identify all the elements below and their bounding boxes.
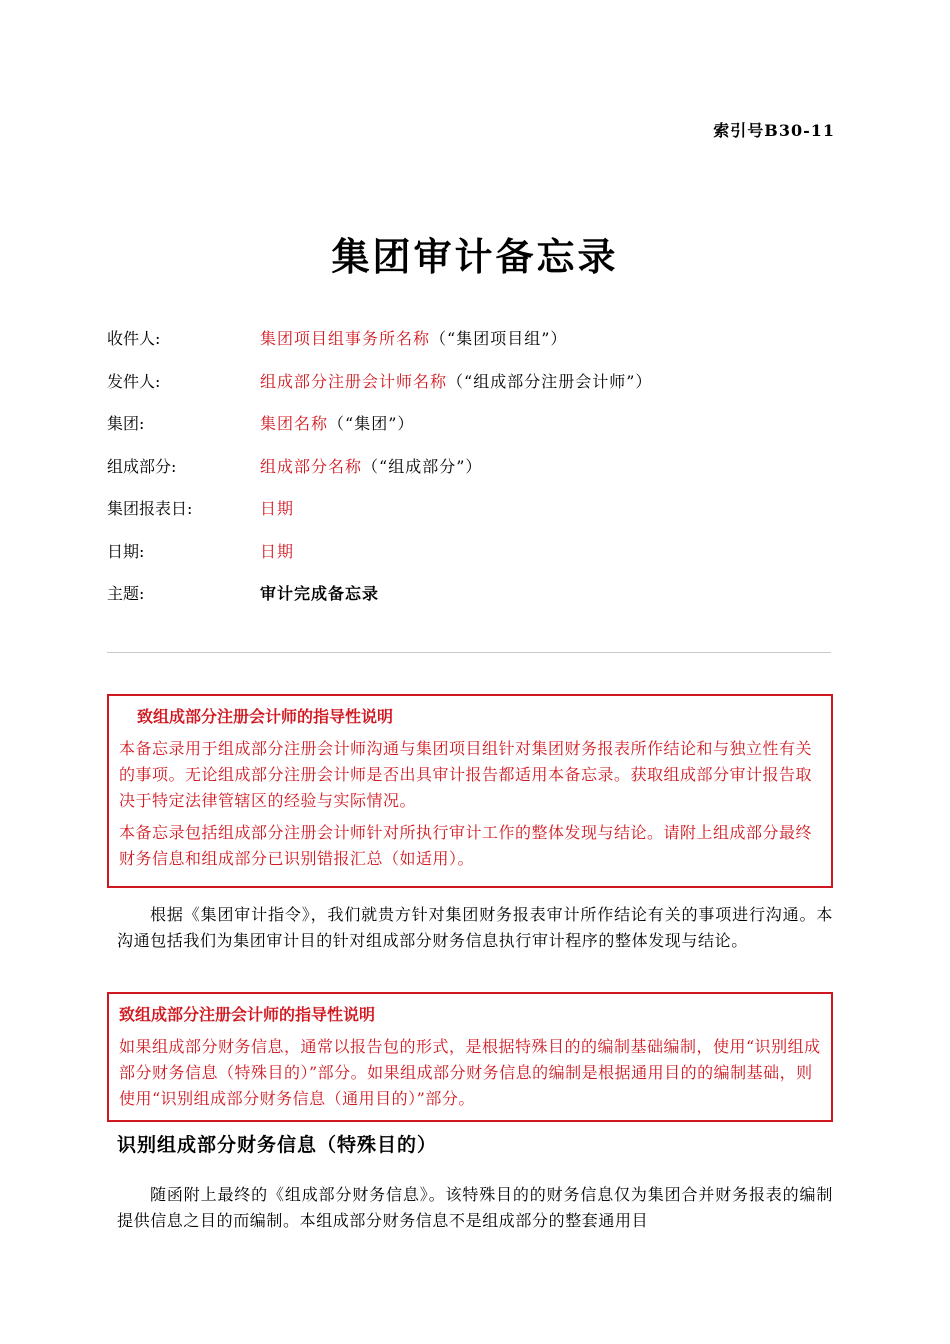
reference-number: 索引号B30-11	[713, 121, 835, 140]
meta-label: 收件人:	[107, 329, 161, 348]
guidance-box-2	[107, 992, 833, 1122]
meta-value: 组成部分注册会计师名称（“组成部分注册会计师”）	[260, 371, 653, 391]
meta-row-group	[107, 412, 837, 455]
guidance-heading: 致组成部分注册会计师的指导性说明	[137, 707, 394, 726]
meta-row-subject	[107, 582, 837, 625]
guidance-paragraph: 本备忘录用于组成部分注册会计师沟通与集团项目组针对集团财务报表所作结论和与独立性有关的事项。无论组成部分注册会计师是否出具审计报告都适用本备忘录。获取组成部分审计报告取决于特定法律管辖区的经验与实际情况。	[119, 739, 813, 810]
meta-label: 集团:	[107, 414, 145, 433]
meta-value: 日期	[260, 499, 295, 518]
guidance-paragraph: 本备忘录包括组成部分注册会计师针对所执行审计工作的整体发现与结论。请附上组成部分最终财务信息和组成部分已识别错报汇总（如适用）。	[119, 823, 813, 868]
meta-row-date	[107, 540, 837, 583]
meta-value: 审计完成备忘录	[260, 584, 380, 603]
intro-paragraph: 根据《集团审计指令》，我们就贵方针对集团财务报表审计所作结论有关的事项进行沟通。本沟通包括我们为集团审计目的针对组成部分财务信息执行审计程序的整体发现与结论。	[117, 905, 833, 950]
meta-row-sender	[107, 370, 837, 413]
section-paragraph: 随函附上最终的《组成部分财务信息》。该特殊目的的财务信息仅为集团合并财务报表的编制提供信息之目的而编制。本组成部分财务信息不是组成部分的整套通用目	[117, 1185, 833, 1230]
meta-value: 集团项目组事务所名称（“集团项目组”）	[260, 329, 568, 348]
meta-label: 组成部分:	[107, 456, 177, 476]
guidance-box-1	[107, 694, 833, 888]
meta-value: 集团名称（“集团”）	[260, 414, 415, 433]
document-title: 集团审计备忘录	[331, 234, 619, 279]
guidance-heading: 致组成部分注册会计师的指导性说明	[119, 1005, 376, 1024]
meta-label: 集团报表日:	[107, 499, 193, 518]
meta-label: 日期:	[107, 541, 145, 561]
meta-label: 主题:	[107, 584, 145, 603]
meta-row-component	[107, 455, 837, 498]
section-heading: 识别组成部分财务信息（特殊目的）	[117, 1134, 438, 1156]
divider	[107, 652, 831, 653]
memo-header-fields	[107, 327, 837, 625]
guidance-paragraph: 如果组成部分财务信息，通常以报告包的形式，是根据特殊目的的编制基础编制，使用“识别组成部分财务信息（特殊目的）”部分。如果组成部分财务信息的编制是根据通用目的的编制基础，则使用“识别组成部分财务信息（通用目的）”部分。	[119, 1037, 821, 1108]
meta-label: 发件人:	[107, 371, 161, 391]
meta-row-report-date	[107, 497, 837, 540]
meta-row-recipient	[107, 327, 837, 370]
meta-value: 组成部分名称（“组成部分”）	[260, 456, 483, 476]
meta-value: 日期	[260, 541, 295, 561]
